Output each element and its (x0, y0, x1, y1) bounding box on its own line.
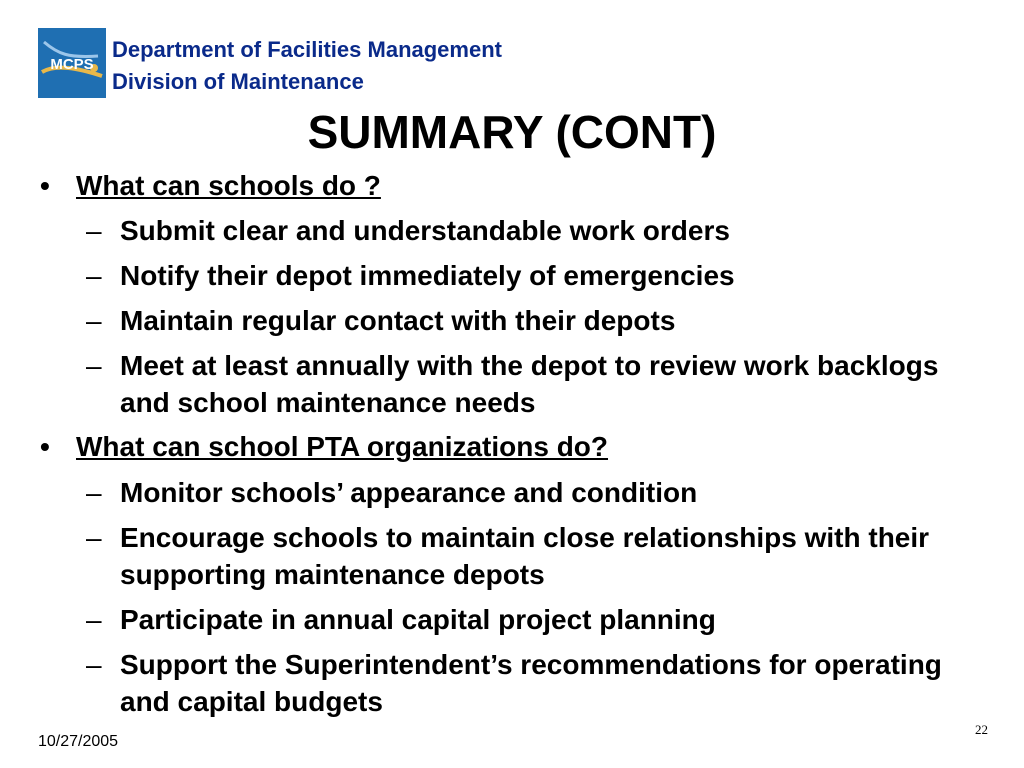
list-item (86, 212, 966, 249)
dash-marker: – (86, 215, 102, 246)
dash-marker: – (86, 649, 102, 680)
list-item (86, 474, 966, 511)
list-item (86, 519, 966, 593)
list-item (86, 257, 966, 294)
bullet-dot: • (40, 170, 50, 201)
section-heading-text: What can school PTA organizations do? (76, 431, 609, 462)
bullet-dot: • (40, 431, 50, 462)
dash-marker: – (86, 477, 102, 508)
list-item (86, 347, 966, 421)
list-item-text: Meet at least annually with the depot to review work backlogs and school maintenance needs (120, 350, 939, 418)
page-number: 22 (975, 722, 988, 737)
department-name: Department of Facilities Management (112, 37, 502, 62)
dash-marker: – (86, 260, 102, 291)
list-item (86, 646, 966, 720)
list-item-text: Submit clear and understandable work orders (120, 215, 730, 246)
footer-date: 10/27/2005 (38, 733, 119, 750)
section-heading-text: What can schools do ? (76, 170, 381, 201)
division-name: Division of Maintenance (112, 69, 364, 94)
logo-text: MCPS (50, 56, 94, 73)
list-item (86, 601, 966, 638)
slide-title: SUMMARY (CONT) (307, 106, 717, 158)
dash-marker: – (86, 350, 102, 381)
dash-marker: – (86, 522, 102, 553)
list-item-text: Support the Superintendent’s recommendations for operating and capital budgets (120, 649, 942, 717)
list-item-text: Maintain regular contact with their depots (120, 305, 676, 336)
list-item (86, 302, 966, 339)
list-item-text: Encourage schools to maintain close relationships with their supporting maintenance depots (120, 522, 930, 590)
list-item-text: Notify their depot immediately of emergencies (120, 260, 735, 291)
list-item-text: Participate in annual capital project planning (120, 604, 716, 635)
dash-marker: – (86, 604, 102, 635)
list-item-text: Monitor schools’ appearance and condition (120, 477, 698, 508)
dash-marker: – (86, 305, 102, 336)
